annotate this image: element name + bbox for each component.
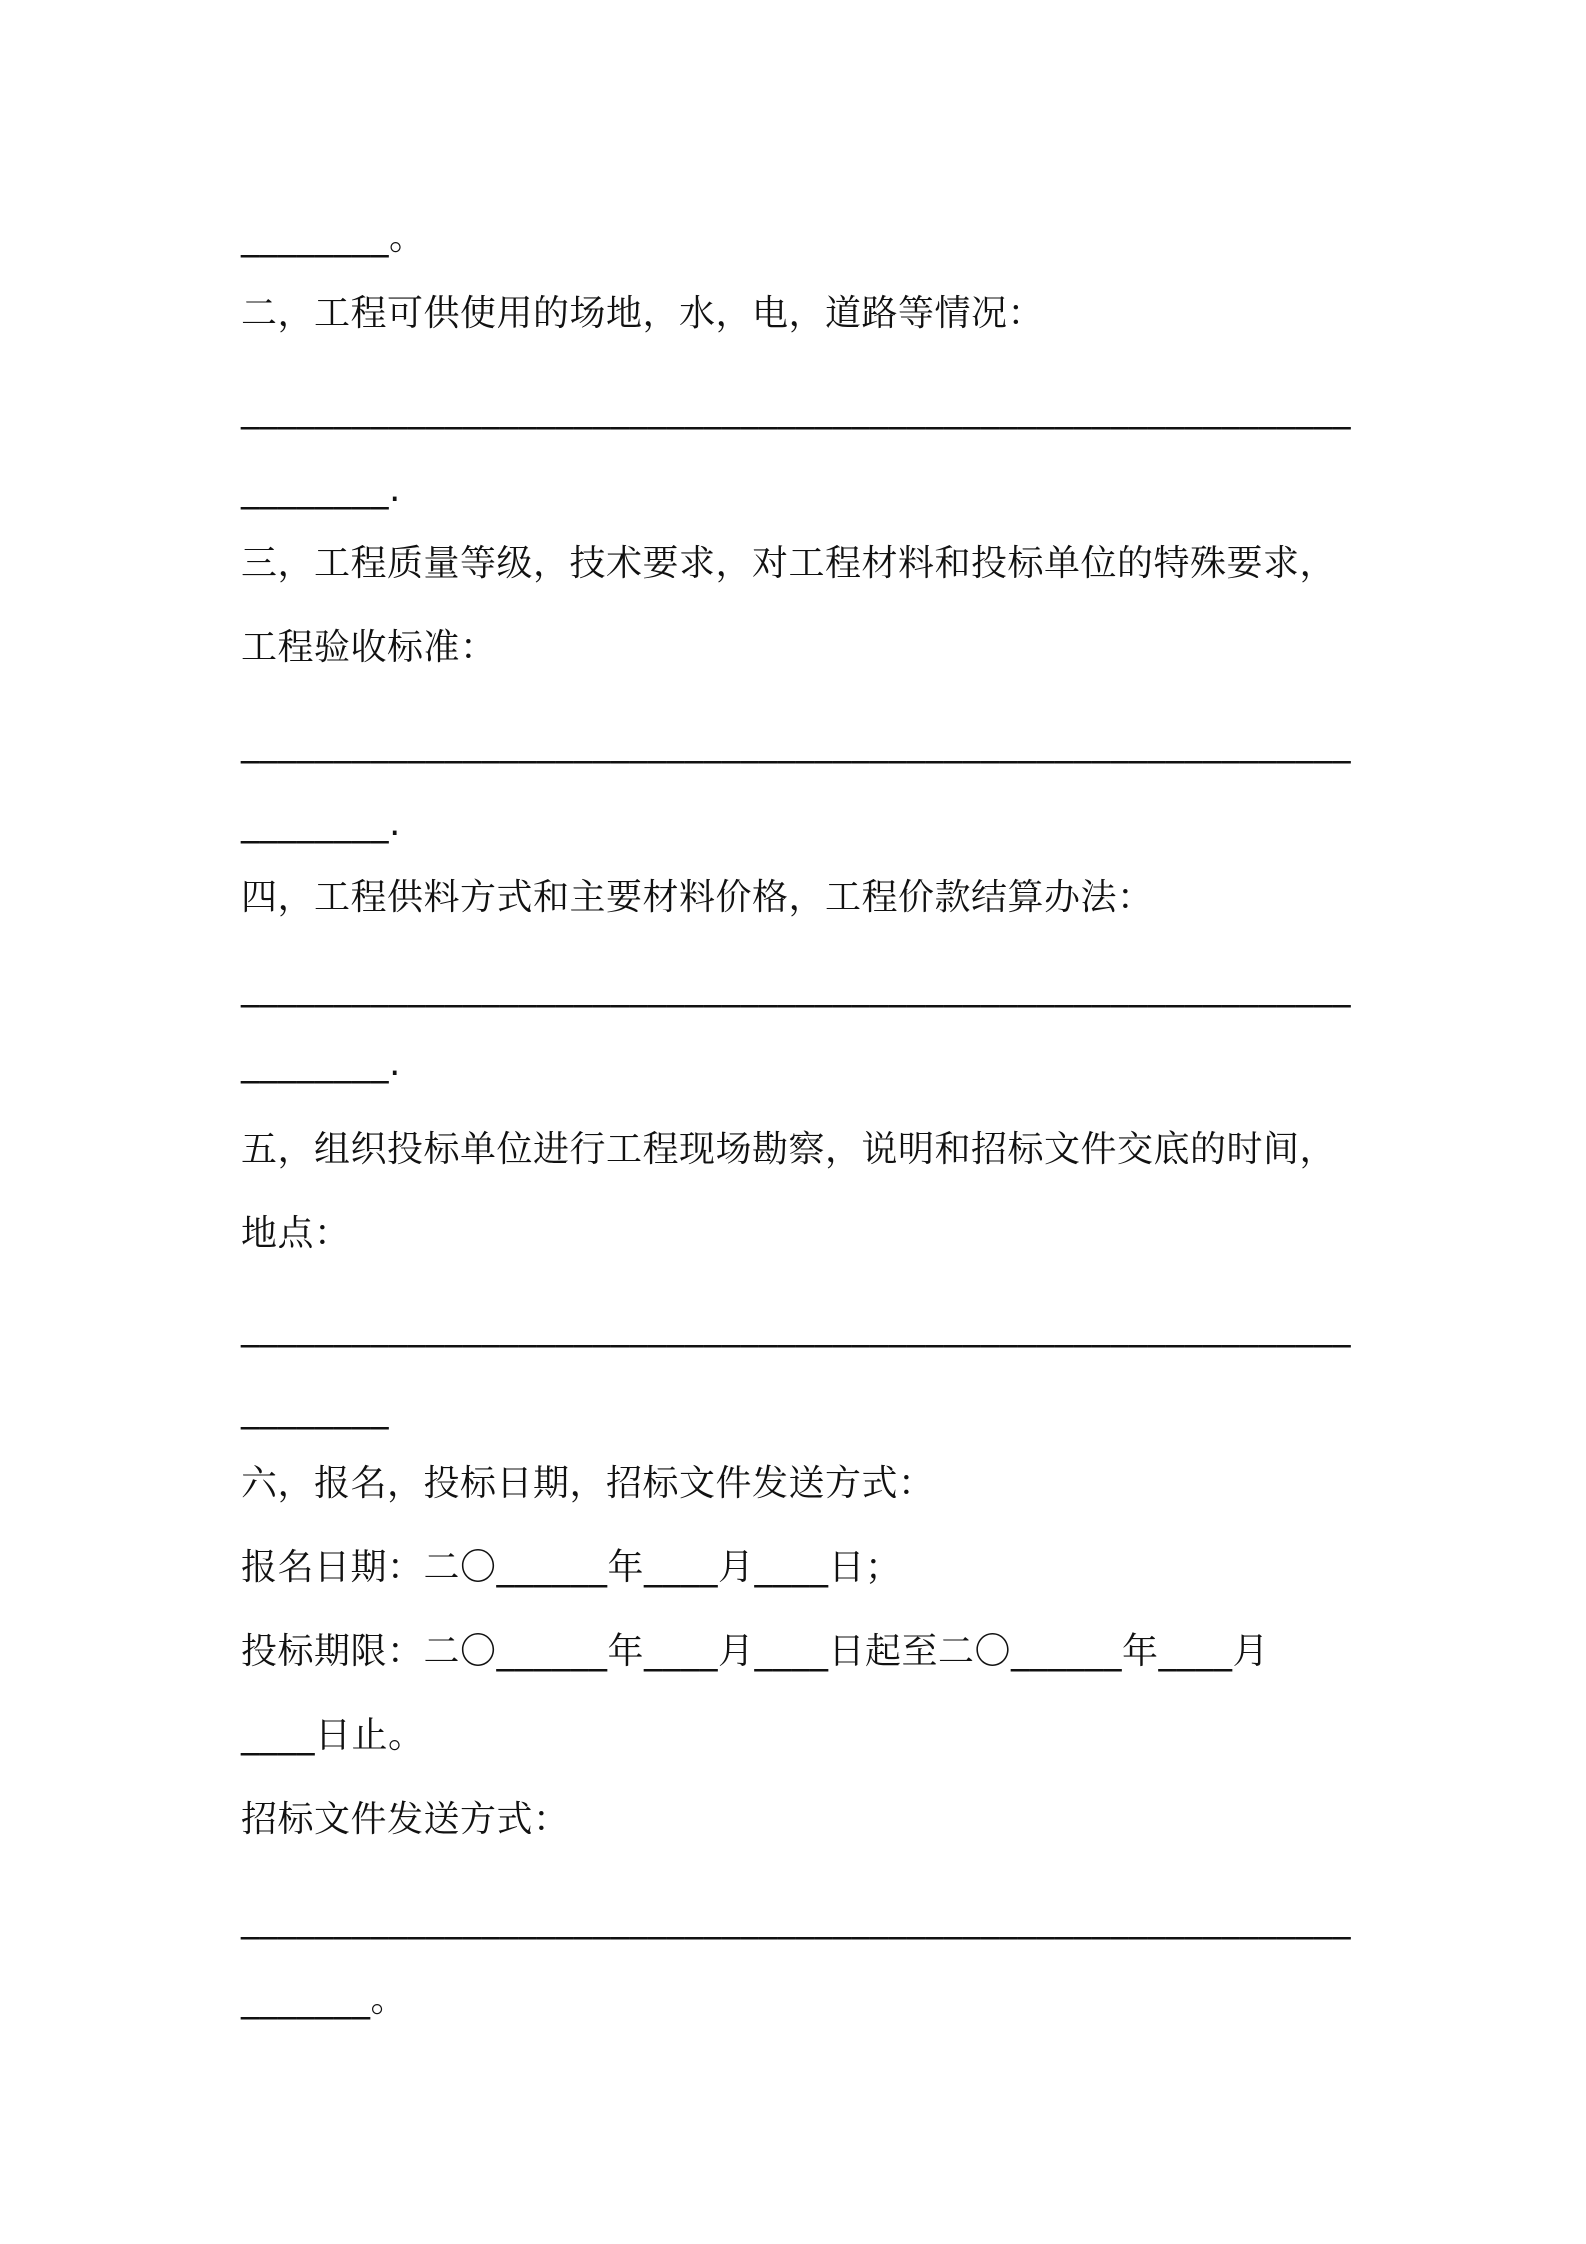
section-4-blank-end: ________. <box>241 1043 401 1084</box>
section-6-heading: 六，报名，投标日期，招标文件发送方式： <box>241 1463 935 1504</box>
section-5-heading: 五，组织投标单位进行工程现场勘察，说明和招标文件交底的时间， <box>241 1129 1337 1170</box>
section-2-blank: ____________________________________________________________ <box>241 389 1351 430</box>
section-2-heading: 二，工程可供使用的场地，水，电，道路等情况： <box>241 293 1045 334</box>
section-3-blank: ____________________________________________________________ <box>241 723 1351 764</box>
section-3-blank-end: ________. <box>241 803 401 844</box>
bid-period-cont: ____日止。 <box>241 1715 425 1756</box>
section-5-blank-end: ________ <box>241 1389 389 1430</box>
section-5-blank: ____________________________________________________________ <box>241 1307 1351 1348</box>
section-2-blank-end: ________. <box>241 469 401 510</box>
delivery-method-blank: ____________________________________________________________ <box>241 1899 1351 1940</box>
section-5-heading-cont: 地点： <box>241 1213 351 1254</box>
bid-period: 投标期限：二〇______年____月____日起至二〇______年____月 <box>241 1631 1270 1672</box>
section-4-heading: 四，工程供料方式和主要材料价格，工程价款结算办法： <box>241 877 1154 918</box>
section-3-heading: 三，工程质量等级，技术要求，对工程材料和投标单位的特殊要求， <box>241 543 1337 584</box>
delivery-method-label: 招标文件发送方式： <box>241 1799 570 1840</box>
section-4-blank: ____________________________________________________________ <box>241 967 1351 1008</box>
section-3-heading-cont: 工程验收标准： <box>241 627 497 668</box>
delivery-method-blank-end: _______。 <box>241 1979 408 2020</box>
blank-line-end: ________。 <box>241 217 426 258</box>
registration-date: 报名日期：二〇______年____月____日； <box>241 1547 902 1588</box>
